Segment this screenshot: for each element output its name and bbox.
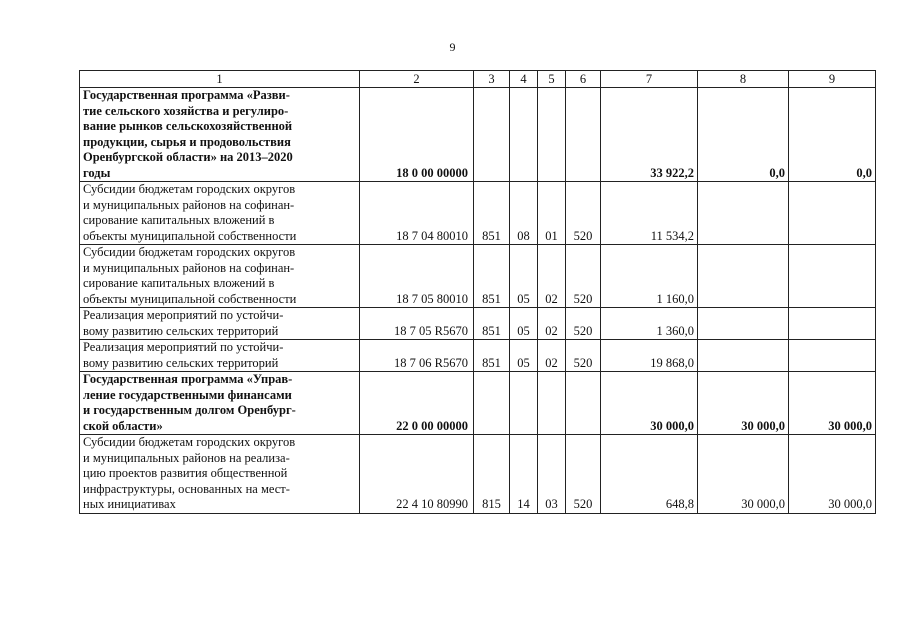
row-description: Субсидии бюджетам городских округов и муниципальных районов на софинан- сирование капитальных вложений в объекты муниципальной собственности [80, 245, 360, 308]
amount-col9: 30 000,0 [789, 372, 876, 435]
budget-code: 18 7 04 80010 [360, 182, 474, 245]
section-code: 05 [510, 340, 538, 372]
amount-col7: 30 000,0 [601, 372, 698, 435]
amount-col7: 1 360,0 [601, 308, 698, 340]
column-header: 6 [566, 71, 601, 88]
ministry-code: 851 [474, 308, 510, 340]
amount-col7: 19 868,0 [601, 340, 698, 372]
row-description: Субсидии бюджетам городских округов и муниципальных районов на софинан- сирование капитальных вложений в объекты муниципальной собственности [80, 182, 360, 245]
section-code [510, 88, 538, 182]
section-code: 05 [510, 245, 538, 308]
amount-col8 [698, 182, 789, 245]
amount-col7: 648,8 [601, 435, 698, 514]
ministry-code: 851 [474, 182, 510, 245]
subsection-code: 01 [538, 182, 566, 245]
row-description: Государственная программа «Разви- тие сельского хозяйства и регулиро- вание рынков сельскохозяйственной продукции, сырья и продовольствия Оренбургской области» на 2013–2020 годы [80, 88, 360, 182]
subsection-code [538, 88, 566, 182]
expense-type-code: 520 [566, 182, 601, 245]
ministry-code [474, 372, 510, 435]
program-row [80, 88, 876, 182]
amount-col8: 30 000,0 [698, 435, 789, 514]
column-number-row [80, 71, 876, 88]
amount-col8: 0,0 [698, 88, 789, 182]
column-header: 2 [360, 71, 474, 88]
subsection-code: 03 [538, 435, 566, 514]
column-header: 1 [80, 71, 360, 88]
subsection-code [538, 372, 566, 435]
expense-type-code: 520 [566, 245, 601, 308]
column-header: 5 [538, 71, 566, 88]
budget-code: 18 0 00 00000 [360, 88, 474, 182]
expense-type-code [566, 372, 601, 435]
ministry-code [474, 88, 510, 182]
column-header: 9 [789, 71, 876, 88]
budget-code: 18 7 05 R5670 [360, 308, 474, 340]
column-header: 3 [474, 71, 510, 88]
budget-code: 22 0 00 00000 [360, 372, 474, 435]
table-row [80, 435, 876, 514]
column-header: 7 [601, 71, 698, 88]
ministry-code: 851 [474, 340, 510, 372]
amount-col8 [698, 308, 789, 340]
program-row [80, 372, 876, 435]
row-description: Реализация мероприятий по устойчи- вому развитию сельских территорий [80, 308, 360, 340]
column-header: 4 [510, 71, 538, 88]
budget-code: 18 7 06 R5670 [360, 340, 474, 372]
amount-col8: 30 000,0 [698, 372, 789, 435]
budget-code: 18 7 05 80010 [360, 245, 474, 308]
section-code: 05 [510, 308, 538, 340]
expense-type-code: 520 [566, 308, 601, 340]
ministry-code: 851 [474, 245, 510, 308]
budget-code: 22 4 10 80990 [360, 435, 474, 514]
amount-col7: 33 922,2 [601, 88, 698, 182]
subsection-code: 02 [538, 245, 566, 308]
amount-col9 [789, 245, 876, 308]
section-code: 14 [510, 435, 538, 514]
subsection-code: 02 [538, 308, 566, 340]
expense-type-code: 520 [566, 435, 601, 514]
amount-col9: 30 000,0 [789, 435, 876, 514]
amount-col7: 11 534,2 [601, 182, 698, 245]
budget-table [79, 70, 876, 514]
column-header: 8 [698, 71, 789, 88]
row-description: Субсидии бюджетам городских округов и муниципальных районов на реализа- цию проектов развития общественной инфраструктуры, основанных на мест- ных инициативах [80, 435, 360, 514]
expense-type-code: 520 [566, 340, 601, 372]
amount-col8 [698, 340, 789, 372]
section-code [510, 372, 538, 435]
page-number: 9 [449, 40, 456, 54]
amount-col8 [698, 245, 789, 308]
row-description: Государственная программа «Управ- ление государственными финансами и государственным долгом Оренбург- ской области» [80, 372, 360, 435]
subsection-code: 02 [538, 340, 566, 372]
table-row [80, 245, 876, 308]
expense-type-code [566, 88, 601, 182]
section-code: 08 [510, 182, 538, 245]
ministry-code: 815 [474, 435, 510, 514]
table-row [80, 308, 876, 340]
table-row [80, 340, 876, 372]
row-description: Реализация мероприятий по устойчи- вому развитию сельских территорий [80, 340, 360, 372]
amount-col9: 0,0 [789, 88, 876, 182]
amount-col9 [789, 308, 876, 340]
amount-col9 [789, 182, 876, 245]
table-row [80, 182, 876, 245]
amount-col7: 1 160,0 [601, 245, 698, 308]
amount-col9 [789, 340, 876, 372]
